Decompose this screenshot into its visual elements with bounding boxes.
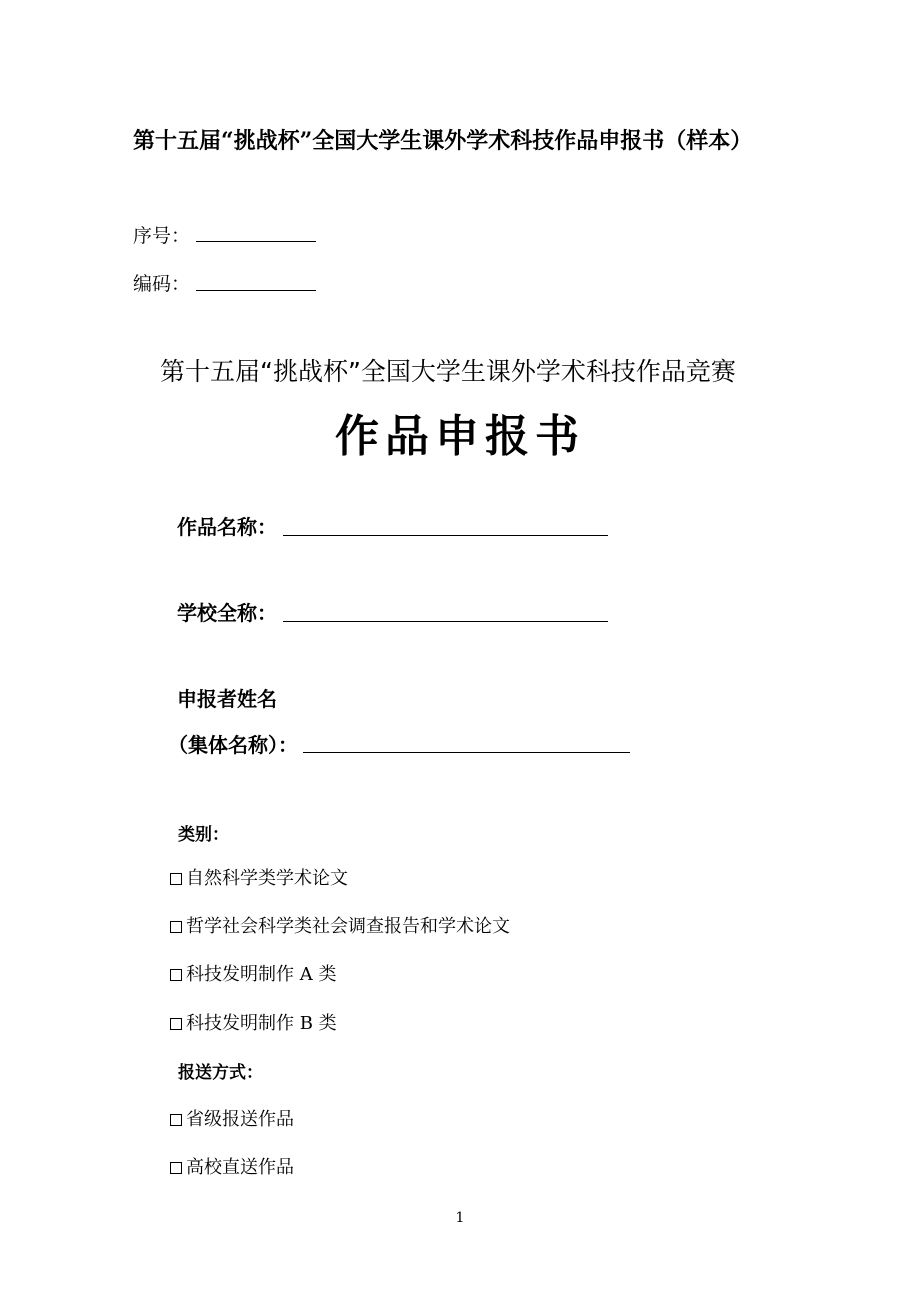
checkbox-icon[interactable] xyxy=(170,1162,182,1174)
category-option-4[interactable] xyxy=(170,1009,337,1035)
submission-option-2[interactable] xyxy=(170,1153,294,1179)
submission-option-label: 省级报送作品 xyxy=(186,1109,294,1130)
checkbox-icon[interactable] xyxy=(170,969,182,981)
submission-option-1[interactable] xyxy=(170,1105,294,1131)
checkbox-icon[interactable] xyxy=(170,873,182,885)
submission-label: 报送方式： xyxy=(178,1063,263,1083)
category-label: 类别： xyxy=(178,825,229,845)
checkbox-icon[interactable] xyxy=(170,921,182,933)
checkbox-icon[interactable] xyxy=(170,1018,182,1030)
work-name-label: 作品名称： xyxy=(177,515,277,539)
document-title: 第十五届“挑战杯”全国大学生课外学术科技作品申报书（样本） xyxy=(133,128,753,154)
code-blank xyxy=(196,290,316,291)
category-option-1[interactable] xyxy=(170,864,348,890)
submission-option-label: 高校直送作品 xyxy=(186,1157,294,1178)
serial-number-blank xyxy=(196,241,316,242)
school-label: 学校全称： xyxy=(177,601,277,625)
applicant-label-line2: （集体名称）： xyxy=(168,733,298,757)
category-option-label: 哲学社会科学类社会调查报告和学术论文 xyxy=(186,916,510,937)
category-option-3[interactable] xyxy=(170,960,336,986)
page-number: 1 xyxy=(455,1210,465,1226)
competition-title: 第十五届“挑战杯”全国大学生课外学术科技作品竞赛 xyxy=(160,357,736,386)
category-option-label: 科技发明制作 B 类 xyxy=(186,1013,337,1034)
code-label: 编码： xyxy=(133,273,191,295)
category-option-label: 自然科学类学术论文 xyxy=(186,868,348,889)
category-option-2[interactable] xyxy=(170,912,510,938)
applicant-blank xyxy=(303,752,630,753)
main-title: 作品申报书 xyxy=(335,411,585,462)
checkbox-icon[interactable] xyxy=(170,1114,182,1126)
category-option-label: 科技发明制作 A 类 xyxy=(186,964,337,985)
school-blank xyxy=(283,621,608,622)
serial-number-label: 序号： xyxy=(133,225,191,247)
work-name-blank xyxy=(283,535,608,536)
applicant-label-line1: 申报者姓名 xyxy=(177,687,277,711)
